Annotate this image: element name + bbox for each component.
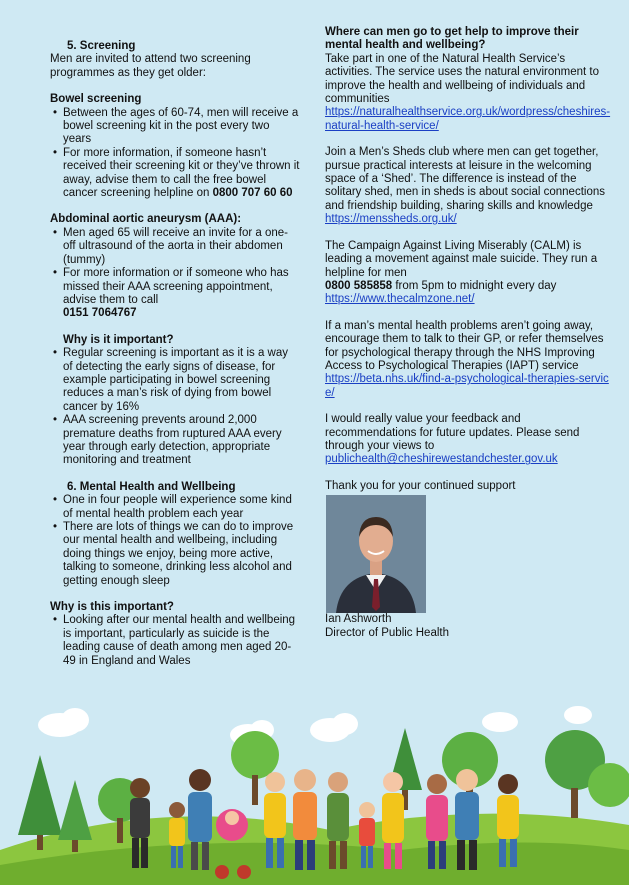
sheds-text: Join a Men’s Sheds club where men can get together, pursue practical interests at leisure in the welcoming space of a ‘Shed’. The difference is instead of the solitary shed, men in sheds is about social connections and friendship building, sharing skills and knowledge (325, 146, 605, 212)
signoff-name: Ian Ashworth (325, 613, 392, 626)
calm-phone-line (325, 280, 615, 293)
left-column (50, 40, 300, 668)
help-heading: Where can men go to get help to improve their mental health and wellbeing? (325, 26, 579, 52)
list-item: • Men aged 65 will receive an invite for a one-off ultrasound of the aorta in their abdomen (tummy) (50, 227, 300, 267)
list-item: • Between the ages of 60-74, men will receive a bowel screening kit in the post every two years (50, 107, 300, 147)
feedback-text: I would really value your feedback and recommendations for future updates. Please send through your views to (325, 413, 580, 452)
bowel-phone: 0800 707 60 60 (212, 187, 293, 200)
calm-link[interactable]: https://www.thecalmzone.net/ (325, 293, 475, 306)
director-portrait-icon (326, 495, 426, 613)
list-item (50, 147, 300, 201)
list-item: • Regular screening is important as it is a way of detecting the early signs of disease, for example participating in bowel screening reduces a man’s risk of dying from bowel cancer by 16% (50, 347, 300, 414)
nhs-text: Take part in one of the Natural Health Service’s activities. The service uses the natural environment to improve the health and wellbeing of individuals and communities (325, 52, 600, 106)
calm-phone: 0800 585858 (325, 279, 393, 292)
why-list (50, 347, 300, 468)
gp-text: If a man’s mental health problems aren’t going away, encourage them to talk to their GP, or refer themselves for psychological therapy through the NHS Improving Access to Psychological Therapies (IAPT) service (325, 319, 604, 372)
mental-heading: 6. Mental Health and Wellbeing (67, 480, 236, 493)
thanks-text: Thank you for your continued support (325, 479, 516, 492)
bowel-list (50, 107, 300, 201)
nhs-link[interactable]: https://naturalhealthservice.org.uk/wordpress/cheshires-natural-health-service/ (325, 106, 611, 132)
list-item: • There are lots of things we can do to improve our mental health and wellbeing, including doing things we enjoy, being more active, talking to someone, drinking less alcohol and getting enough sleep (50, 521, 300, 588)
gp-link[interactable]: https://beta.nhs.uk/find-a-psychological-therapies-service/ (325, 373, 609, 399)
calm-text: The Campaign Against Living Miserably (CALM) is leading a movement against male suicide. They run a helpline for men (325, 239, 598, 279)
calm-hours: from 5pm to midnight every day (392, 279, 557, 292)
why2-heading: Why is this important? (50, 601, 174, 614)
list-item-text: For more information or if someone who has missed their AAA screening appointment, advise them to call (63, 267, 289, 306)
mental-list (50, 494, 300, 588)
why2-list (50, 614, 300, 668)
list-item (50, 267, 300, 321)
director-photo (326, 495, 426, 613)
signoff-title: Director of Public Health (325, 626, 449, 639)
list-item-text: For more information, if someone hasn’t received their screening kit or they’ve thrown it away, advise them to call the free bowel cancer screening helpline on (63, 146, 300, 200)
screening-heading: 5. Screening (67, 40, 136, 52)
people-landscape-illustration (0, 700, 629, 885)
aaa-phone: 0151 7064767 (63, 307, 137, 320)
screening-intro: Men are invited to attend two screening programmes as they get older: (50, 53, 251, 79)
bowel-heading: Bowel screening (50, 93, 142, 106)
list-item: • AAA screening prevents around 2,000 premature deaths from ruptured AAA every year through early detection, appropriate monitoring and treatment (50, 414, 300, 468)
list-item: • One in four people will experience some kind of mental health problem each year (50, 494, 300, 521)
feedback-email-link[interactable]: publichealth@cheshirewestandchester.gov.uk (325, 453, 558, 466)
right-column (325, 26, 615, 640)
aaa-list (50, 227, 300, 321)
aaa-heading: Abdominal aortic aneurysm (AAA): (50, 213, 242, 226)
sheds-link[interactable]: https://menssheds.org.uk/ (325, 213, 457, 226)
list-item: • Looking after our mental health and wellbeing is important, particularly as suicide is the leading cause of death among men aged 20-49 in England and Wales (50, 614, 300, 668)
cloud-icon (38, 706, 592, 746)
why-heading: Why is it important? (63, 333, 174, 346)
